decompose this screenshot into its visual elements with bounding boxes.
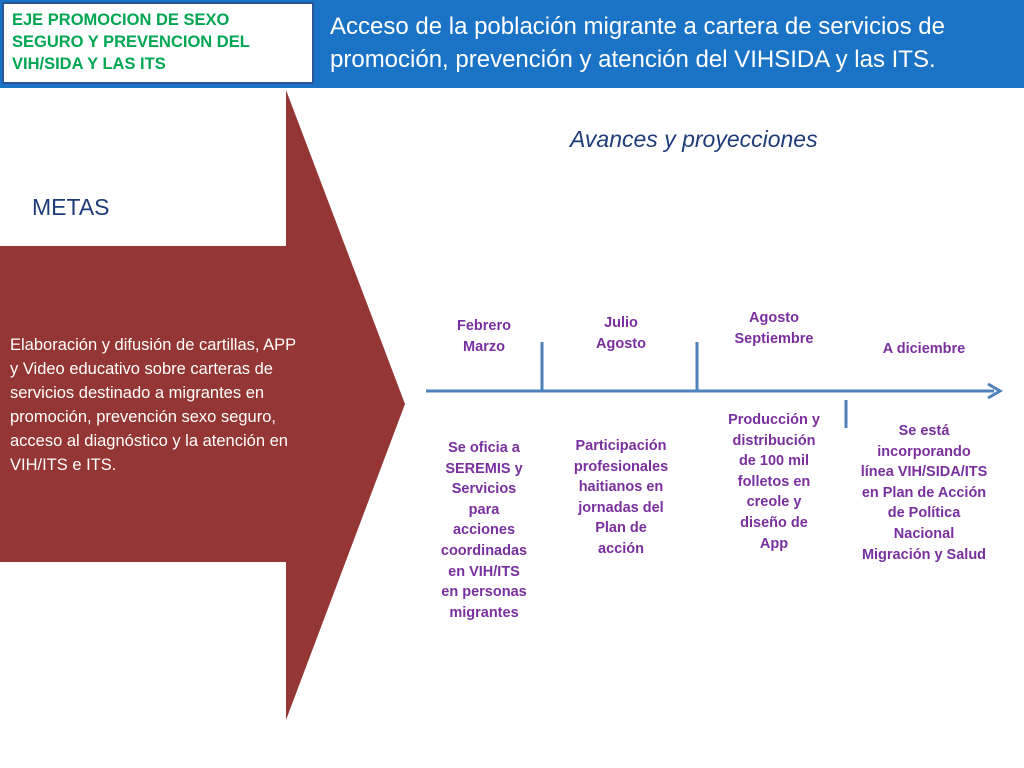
desc-line: acciones — [452, 522, 516, 539]
desc-line: Servicios — [451, 481, 517, 498]
desc-line: haitianos en — [578, 479, 664, 496]
goal-description — [10, 333, 335, 477]
desc-line: en Plan de Acción — [861, 484, 987, 501]
period-label-jul-ago — [551, 313, 691, 355]
goal-line: Elaboración y difusión de cartillas, APP — [10, 336, 297, 354]
desc-line: para — [468, 501, 500, 518]
milestone-description-4 — [844, 421, 1004, 565]
eje-label-box — [2, 2, 314, 84]
goal-line: servicios destinado a migrantes en — [10, 384, 265, 402]
desc-line: profesionales — [573, 458, 669, 475]
desc-line: de Política — [887, 505, 961, 522]
period-label-feb-mar — [414, 316, 554, 358]
period-line: Marzo — [463, 339, 505, 355]
desc-line: en VIH/ITS — [448, 563, 520, 580]
subtitle: Avances y proyecciones — [570, 126, 818, 152]
desc-line: Participación — [575, 438, 667, 454]
period-line: Septiembre — [734, 331, 814, 347]
period-line: A diciembre — [882, 341, 966, 357]
title-line: promoción, prevención y atención del VIHSIDA y las ITS. — [330, 46, 936, 73]
desc-line: App — [759, 535, 789, 552]
title-line: Acceso de la población migrante a cartera de servicios de — [330, 13, 945, 40]
desc-line: coordinadas — [440, 542, 528, 559]
desc-line: folletos en — [737, 473, 811, 490]
goal-line: y Video educativo sobre carteras de — [10, 360, 273, 378]
desc-line: Producción y — [728, 412, 820, 428]
desc-line: SEREMIS y — [445, 460, 523, 477]
desc-line: jornadas del — [578, 499, 664, 516]
period-line: Agosto — [596, 336, 646, 352]
eje-line: VIH/SIDA Y LAS ITS — [12, 55, 166, 73]
desc-line: línea VIH/SIDA/ITS — [860, 464, 988, 481]
period-label-a-diciembre — [854, 339, 994, 360]
desc-line: en personas — [441, 584, 527, 601]
goal-line: VIH/ITS e ITS. — [10, 456, 117, 474]
slide-title — [330, 10, 1020, 76]
desc-line: Se oficia a — [448, 440, 520, 456]
eje-line: EJE PROMOCION DE SEXO — [12, 11, 230, 29]
period-line: Julio — [604, 315, 638, 331]
desc-line: de 100 mil — [738, 453, 810, 470]
desc-line: diseño de — [740, 514, 808, 531]
milestone-description-1 — [404, 438, 564, 623]
desc-line: migrantes — [449, 604, 519, 621]
desc-line: creole y — [746, 494, 802, 511]
desc-line: distribución — [732, 432, 816, 449]
period-line: Agosto — [749, 310, 799, 326]
desc-line: Se está — [898, 423, 950, 439]
desc-line: Plan de — [595, 520, 647, 537]
period-label-ago-sep — [704, 308, 844, 350]
desc-line: Nacional — [893, 525, 955, 542]
desc-line: acción — [598, 540, 644, 557]
period-line: Febrero — [457, 318, 511, 334]
milestone-description-3 — [694, 410, 854, 554]
goal-line: promoción, prevención sexo seguro, — [10, 408, 276, 426]
desc-line: incorporando — [877, 443, 971, 460]
milestone-description-2 — [541, 436, 701, 560]
goal-line: acceso al diagnóstico y la atención en — [10, 432, 288, 450]
metas-label: METAS — [32, 194, 110, 220]
eje-line: SEGURO Y PREVENCION DEL — [12, 33, 250, 51]
desc-line: Migración y Salud — [861, 546, 987, 563]
